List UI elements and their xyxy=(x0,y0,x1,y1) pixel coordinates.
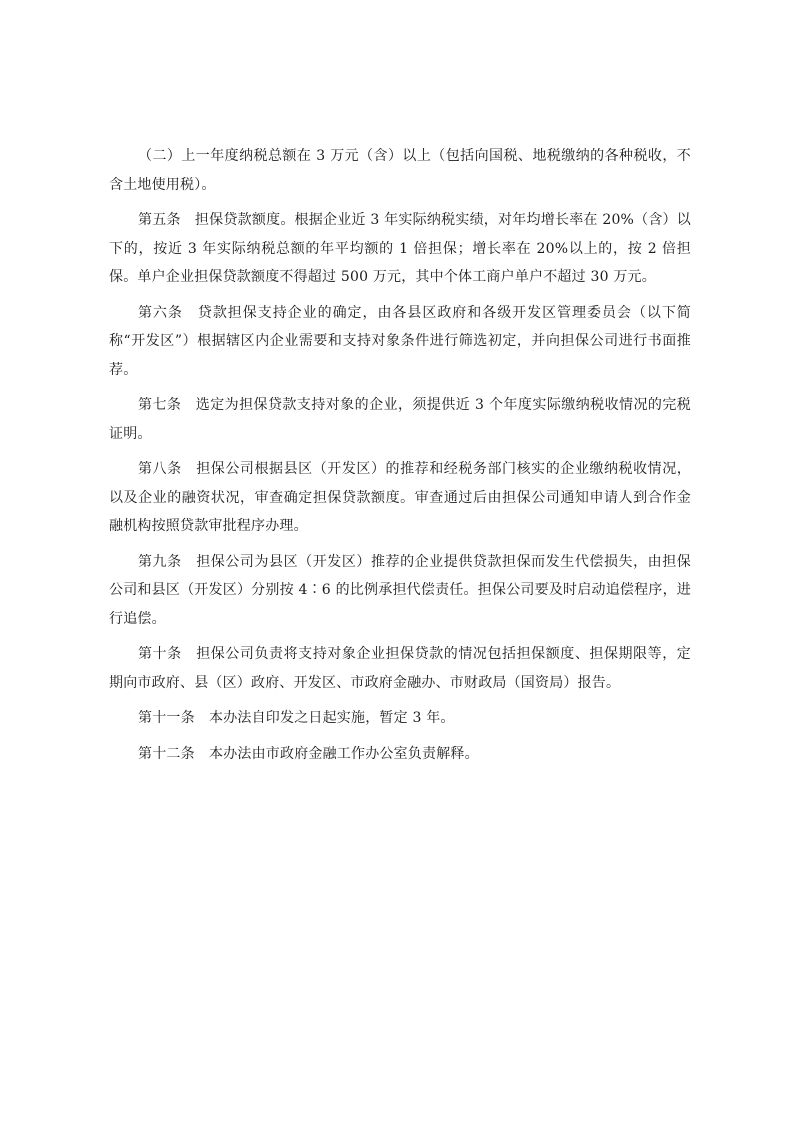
article-5-paragraph: 第五条 担保贷款额度。根据企业近 3 年实际纳税实绩，对年均增长率在 20%（含）以下的，按近 3 年实际纳税总额的年平均额的 1 倍担保；增长率在 20%以上的，按 2 倍担保。单户企业担保贷款额度不得超过 500 万元，其中个体工商户单户不超过 30 万元。 xyxy=(109,212,691,285)
article-7-paragraph: 第七条 选定为担保贷款支持对象的企业，须提供近 3 个年度实际缴纳税收情况的完税证明。 xyxy=(109,397,691,442)
paragraph-item-2-condition: （二）上一年度纳税总额在 3 万元（含）以上（包括向国税、地税缴纳的各种税收，不含土地使用税）。 xyxy=(109,148,691,193)
document-body xyxy=(109,142,691,775)
article-9-paragraph: 第九条 担保公司为县区（开发区）推荐的企业提供贷款担保而发生代偿损失，由担保公司和县区（开发区）分别按 4∶6 的比例承担代偿责任。担保公司要及时启动追偿程序，进行追偿。 xyxy=(109,553,691,627)
article-11-paragraph: 第十一条 本办法自印发之日起实施，暂定 3 年。 xyxy=(138,710,455,726)
article-6-paragraph: 第六条 贷款担保支持企业的确定，由各县区政府和各级开发区管理委员会（以下简称“开发区”）根据辖区内企业需要和支持对象条件进行筛选初定，并向担保公司进行书面推荐。 xyxy=(109,304,691,378)
article-12-paragraph: 第十二条 本办法由市政府金融工作办公室负责解释。 xyxy=(138,745,479,762)
article-8-paragraph: 第八条 担保公司根据县区（开发区）的推荐和经税务部门核实的企业缴纳税收情况，以及企业的融资状况，审查确定担保贷款额度。审查通过后由担保公司通知申请人到合作金融机构按照贷款审批程序办理。 xyxy=(109,461,691,534)
article-10-paragraph: 第十条 担保公司负责将支持对象企业担保贷款的情况包括担保额度、担保期限等，定期向市政府、县（区）政府、开发区、市政府金融办、市财政局（国资局）报告。 xyxy=(109,646,691,691)
